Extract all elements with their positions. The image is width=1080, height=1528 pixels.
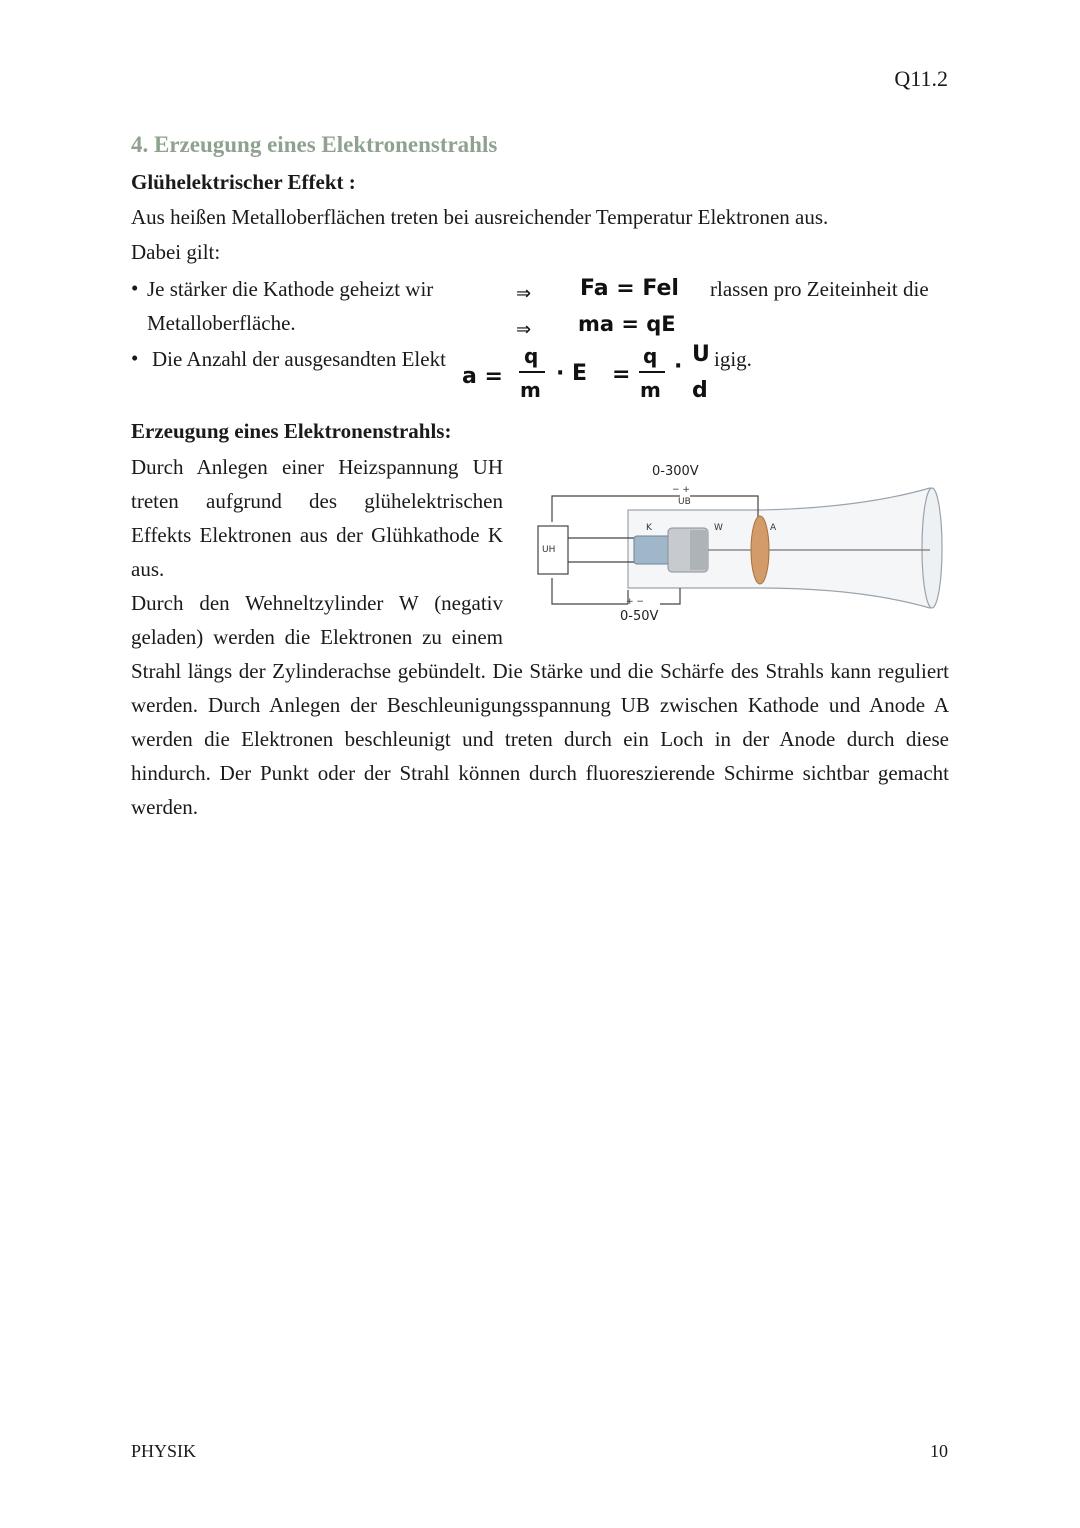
paragraph-line: Durch den Wehneltzylinder W (negativ <box>131 591 503 615</box>
diagram-label-w: W <box>714 523 723 533</box>
handwritten-arrow: ⇒ <box>516 283 532 304</box>
diagram-polarity-top: − + <box>672 485 690 495</box>
paragraph-left-column <box>131 450 503 654</box>
fraction-bar <box>519 371 545 373</box>
subheading-erzeugung: Erzeugung eines Elektronenstrahls: <box>131 419 452 443</box>
intro-text: Aus heißen Metalloberflächen treten bei ausreichender Temperatur Elektronen aus. <box>131 205 829 229</box>
electron-gun-diagram <box>530 458 950 630</box>
paragraph-line: aus. <box>131 557 165 581</box>
bullet-marker: • <box>131 276 139 300</box>
bullet-marker: • <box>131 346 139 370</box>
handwritten-acceleration: a = <box>462 364 503 389</box>
section-title: 4. Erzeugung eines Elektronenstrahls <box>131 132 498 157</box>
diagram-label-ub: UB <box>678 497 691 507</box>
handwritten-fraction-num: q <box>524 344 539 368</box>
handwritten-equation: ma = qE <box>578 312 676 336</box>
handwritten-fraction-num: q <box>643 344 658 368</box>
subheading-gluehelektrisch: Glühelektrischer Effekt : <box>131 170 356 194</box>
footer-subject: PHYSIK <box>131 1441 197 1461</box>
bullet1-text-start: Je stärker die Kathode geheizt wir <box>147 277 434 301</box>
handwritten-fraction-den: m <box>640 378 661 402</box>
handwritten-arrow: ⇒ <box>516 319 532 340</box>
fraction-bar <box>639 371 665 373</box>
wehnelt-shade <box>690 530 708 570</box>
diagram-label-voltage-bottom: 0-50V <box>620 609 659 624</box>
diagram-label-k: K <box>646 523 652 533</box>
paragraph-line: Durch Anlegen einer Heizspannung UH <box>131 455 503 479</box>
handwritten-voltage: U <box>692 342 710 367</box>
handwritten-dot: · <box>674 354 683 379</box>
handwritten-distance: d <box>692 378 708 403</box>
diagram-label-a: A <box>770 523 777 533</box>
paragraph-line: geladen) werden die Elektronen zu einem <box>131 625 503 649</box>
paragraph-full-width: Strahl längs der Zylinderachse gebündelt. Die Stärke und die Schärfe des Strahls kann reguliert werden. Durch Anlegen der Beschleunigungsspannung UB zwischen Kathode und Anode A werden die Elektronen beschleunigt und treten durch ein Loch in der Anode durch diese hindurch. Der Punkt oder der Strahl können durch fluoreszierende Schirme sichtbar gemacht werden. <box>131 659 949 819</box>
cathode-shape <box>634 536 672 564</box>
bullet2-text-start: Die Anzahl der ausgesandten Elekt <box>152 347 446 371</box>
diagram-label-voltage-top: 0-300V <box>652 464 699 479</box>
paragraph-line: Effekts Elektronen aus der Glühkathode K <box>131 523 503 547</box>
handwritten-field: · E <box>556 361 588 386</box>
handwritten-fraction-den: m <box>520 378 541 402</box>
footer-page-number: 10 <box>930 1441 948 1461</box>
handwritten-equals: = <box>612 362 631 387</box>
diagram-polarity-bottom: + − <box>626 597 644 607</box>
bullet1-text-cont: Metalloberfläche. <box>147 311 296 335</box>
bullet2-text-end: igig. <box>714 347 752 371</box>
dabei-text: Dabei gilt: <box>131 240 221 264</box>
handwritten-equation: Fa = Fel <box>580 276 679 301</box>
bullet1-text-end: rlassen pro Zeiteinheit die <box>710 277 929 301</box>
diagram-label-uh: UH <box>542 545 556 555</box>
anode-disc <box>751 516 769 584</box>
paragraph-line: treten aufgrund des glühelektrischen <box>131 489 503 513</box>
header-code: Q11.2 <box>894 66 948 91</box>
